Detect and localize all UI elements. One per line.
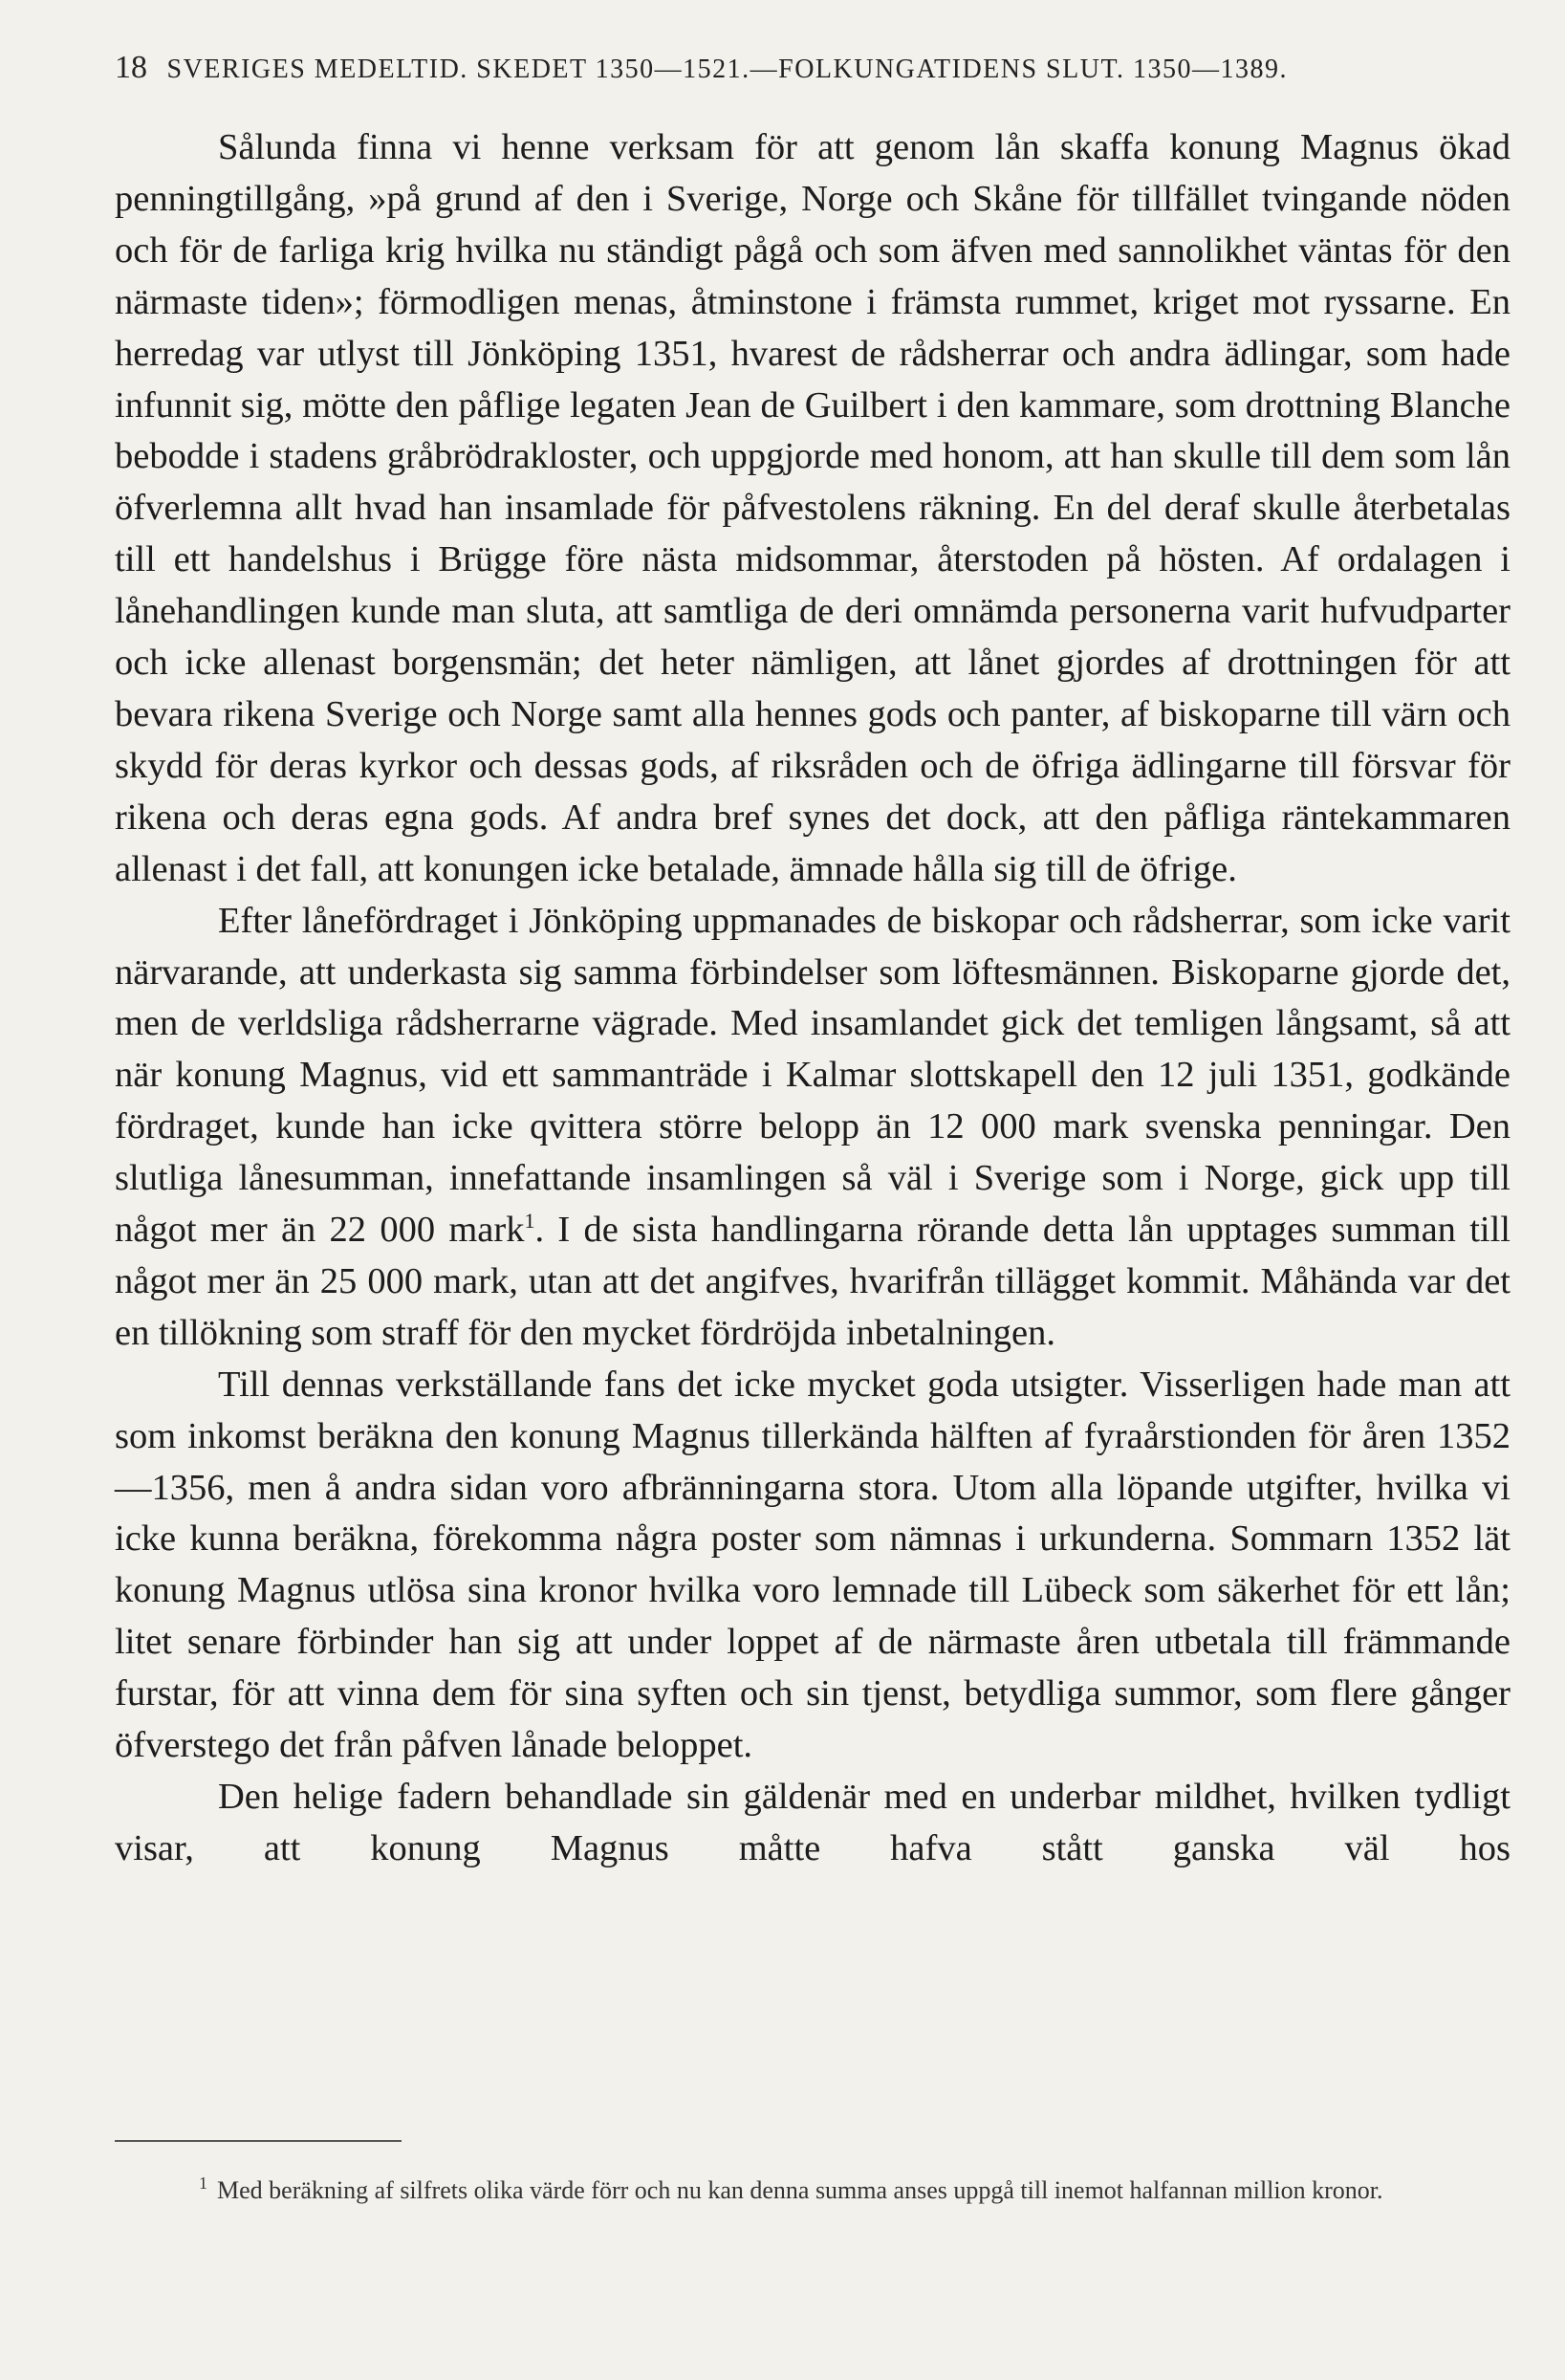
paragraph-4: [115, 1772, 1511, 1875]
running-header: [115, 50, 1511, 86]
footnote-marker: 1: [199, 2173, 207, 2193]
paragraph-2: [115, 896, 1511, 1360]
paragraph-1: [115, 122, 1511, 896]
paragraph-3: [115, 1360, 1511, 1772]
footnote-reference[interactable]: 1: [524, 1209, 535, 1234]
running-title: SVERIGES MEDELTID. SKEDET 1350—1521.—FOLKUNGATIDENS SLUT. 1350—1389.: [166, 55, 1288, 84]
main-text: [115, 122, 1511, 1875]
paragraph-2-text-cont: . I de sista handlingarna rörande detta lån upptages summan till något mer än 25 000 mark, utan att det angifves, hvarifrån tillägget kommit. Måhända var det en tillökning som straff för den mycket fördröjda inbetalningen.: [115, 1210, 1511, 1353]
paragraph-3-text: Till dennas verkställande fans det icke mycket goda utsigter. Visserligen hade man att som inkomst beräkna den konung Magnus tillerkända hälften af fyraårstionden för åren 1352—1356, men å andra sidan voro afbränningarna stora. Utom alla löpande utgifter, hvilka vi icke kunna beräkna, förekomma några poster som nämnas i urkunderna. Sommarn 1352 lät konung Magnus utlösa sina kronor hvilka voro lemnade till Lübeck som säkerhet för ett lån; litet senare förbinder han sig att under loppet af de närmaste åren utbetala till främmande furstar, för att vinna dem för sina syften och sin tjenst, betydliga summor, som flere gånger öfverstego det från påfven lånade beloppet.: [115, 1364, 1511, 1766]
footnote-divider: [115, 2140, 402, 2142]
page-number: 18: [115, 50, 147, 85]
footnote-body: [115, 2163, 1511, 2211]
paragraph-2-text: Efter lånefördraget i Jönköping uppmanades de biskopar och rådsherrar, som icke varit närvarande, att underkasta sig samma förbindelser som löftesmännen. Biskoparne gjorde det, men de verldsliga rådsherrarne vägrade. Med insamlandet gick det temligen långsamt, så att när konung Magnus, vid ett sammanträde i Kalmar slottskapell den 12 juli 1351, godkände fördraget, kunde han icke qvittera större belopp än 12 000 mark svenska penningar. Den slutliga lånesumman, innefattande insamlingen så väl i Sverige som i Norge, gick upp till något mer än 22 000 mark: [115, 900, 1511, 1251]
paragraph-1-text: Sålunda finna vi henne verksam för att genom lån skaffa konung Magnus ökad penningtillgång, »på grund af den i Sverige, Norge och Skåne för tillfället tvingande nöden och för de farliga krig hvilka nu ständigt pågå och som äfven med sannolikhet väntas för den närmaste tiden»; förmodligen menas, åtminstone i främsta rummet, kriget mot ryssarne. En herredag var utlyst till Jönköping 1351, hvarest de rådsherrar och andra ädlingar, som hade infunnit sig, mötte den påflige legaten Jean de Guilbert i den kammare, som drottning Blanche bebodde i stadens gråbrödrakloster, och uppgjorde med honom, att han skulle till dem som lån öfverlemna allt hvad han insamlade för påfvestolens räkning. En del deraf skulle återbetalas till ett handelshus i Brügge före nästa midsommar, återstoden på hösten. Af ordalagen i lånehandlingen kunde man sluta, att samtliga de deri omnämda personerna varit hufvudparter och icke allenast borgensmän; det heter nämligen, att lånet gjordes af drottningen för att bevara rikena Sverige och Norge samt alla hennes gods och panter, af biskoparne till värn och skydd för deras kyrkor och dessas gods, af riksråden och de öfriga ädlingarne till försvar för rikena och deras egna gods. Af andra bref synes det dock, att den påfliga räntekammaren allenast i det fall, att konungen icke betalade, ämnade hålla sig till de öfrige.: [115, 127, 1511, 889]
footnote-text: Med beräkning af silfrets olika värde förr och nu kan denna summa anses uppgå till inemot halfannan million kronor.: [217, 2176, 1383, 2204]
footnote: [115, 2163, 1511, 2211]
paragraph-4-text: Den helige fadern behandlade sin gäldenär med en underbar mildhet, hvilken tydligt visar, att konung Magnus måtte hafva stått ganska väl hos: [115, 1777, 1511, 1868]
